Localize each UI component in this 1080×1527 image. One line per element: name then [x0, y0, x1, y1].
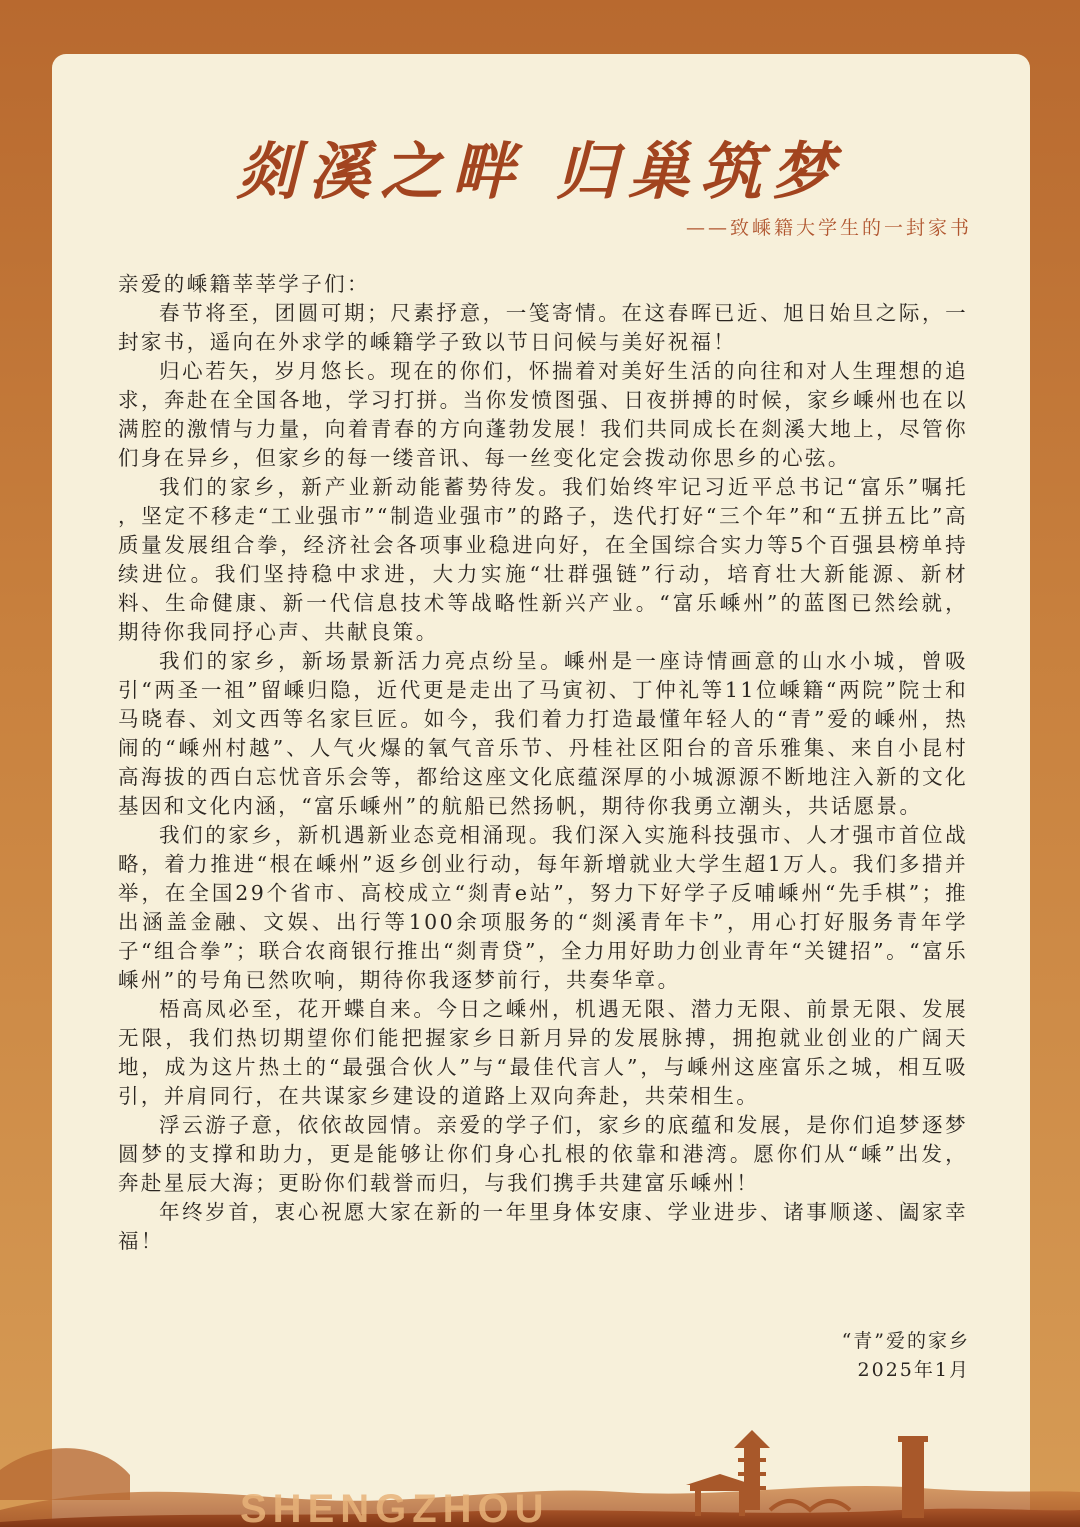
signature-date: 2025年1月 — [857, 1359, 970, 1381]
city-name: SHENGZHOU — [240, 1487, 550, 1527]
footer-skyline — [0, 1400, 1080, 1527]
paragraph: 年终岁首，衷心祝愿大家在新的一年里身体安康、学业进步、诸事顺遂、阖家幸福！ — [118, 1200, 968, 1253]
paragraph: 我们的家乡，新场景新活力亮点纷呈。嵊州是一座诗情画意的山水小城，曾吸引“两圣一祖”留嵊归隐，近代更是走出了马寅初、丁仲礼等11位嵊籍“两院”院士和马晓春、刘文西等名家巨匠。如今，我们着力打造最懂年轻人的“青”爱的嵊州，热闹的“嵊州村越”、人气火爆的氧气音乐节、丹桂社区阳台的音乐雅集、来自小昆村高海拔的西白忘忧音乐会等，都给这座文化底蕴深厚的小城源源不断地注入新的文化基因和文化内涵，“富乐嵊州”的航船已然扬帆，期待你我勇立潮头，共话愿景。 — [118, 649, 968, 818]
paragraph: 归心若矢，岁月悠长。现在的你们，怀揣着对美好生活的向往和对人生理想的追求，奔赴在全国各地，学习打拼。当你发愤图强、日夜拼搏的时候，家乡嵊州也在以满腔的激情与力量，向着青春的方向蓬勃发展！我们共同成长在剡溪大地上，尽管你们身在异乡，但家乡的每一缕音讯、每一丝变化定会拨动你思乡的心弦。 — [118, 359, 968, 470]
signature-sender: “青”爱的家乡 — [841, 1330, 970, 1352]
page-title: 剡溪之畔 归巢筑梦 — [236, 135, 844, 208]
paragraph: 春节将至，团圆可期；尺素抒意，一笺寄情。在这春晖已近、旭日始旦之际，一封家书，遥向在外求学的嵊籍学子致以节日问候与美好祝福！ — [118, 301, 968, 354]
paragraph: 梧高凤必至，花开蝶自来。今日之嵊州，机遇无限、潜力无限、前景无限、发展无限，我们热切期望你们能把握家乡日新月异的发展脉搏，拥抱就业创业的广阔天地，成为这片热土的“最强合伙人”与“最佳代言人”，与嵊州这座富乐之城，相互吸引，并肩同行，在共谋家乡建设的道路上双向奔赴，共荣相生。 — [118, 997, 968, 1108]
tower-icon — [898, 1436, 928, 1518]
paragraph: 我们的家乡，新机遇新业态竞相涌现。我们深入实施科技强市、人才强市首位战略，着力推进“根在嵊州”返乡创业行动，每年新增就业大学生超1万人。我们多措并举，在全国29个省市、高校成立“剡青e站”，努力下好学子反哺嵊州“先手棋”；推出涵盖金融、文娱、出行等100余项服务的“剡溪青年卡”，用心打好服务青年学子“组合拳”；联合农商银行推出“剡青贷”，全力用好助力创业青年“关键招”。“富乐嵊州”的号角已然吹响，期待你我逐梦前行，共奏华章。 — [118, 823, 968, 992]
stadium-icon — [0, 1448, 130, 1500]
paragraph: 我们的家乡，新产业新动能蓄势待发。我们始终牢记习近平总书记“富乐”嘱托 ，坚定不移走“工业强市”“制造业强市”的路子，迭代打好“三个年”和“五拼五比”高质量发展组合拳，经济社会各项事业稳进向好，在全国综合实力等5个百强县榜单持续进位。我们坚持稳中求进，大力实施“壮群强链”行动，培育壮大新能源、新材料、生命健康、新一代信息技术等战略性新兴产业。“富乐嵊州”的蓝图已然绘就，期待你我同抒心声、共献良策。 — [118, 475, 968, 644]
signature — [842, 1327, 970, 1385]
paragraph: 浮云游子意，依依故园情。亲爱的学子们，家乡的底蕴和发展，是你们追梦逐梦圆梦的支撑和助力，更是能够让你们身心扎根的依靠和港湾。愿你们从“嵊”出发，奔赴星辰大海；更盼你们载誉而归，与我们携手共建富乐嵊州！ — [118, 1113, 968, 1195]
letter-greeting: 亲爱的嵊籍莘莘学子们： — [118, 272, 370, 296]
letter-body — [118, 270, 968, 1256]
page-subtitle: ——致嵊籍大学生的一封家书 — [685, 217, 972, 239]
